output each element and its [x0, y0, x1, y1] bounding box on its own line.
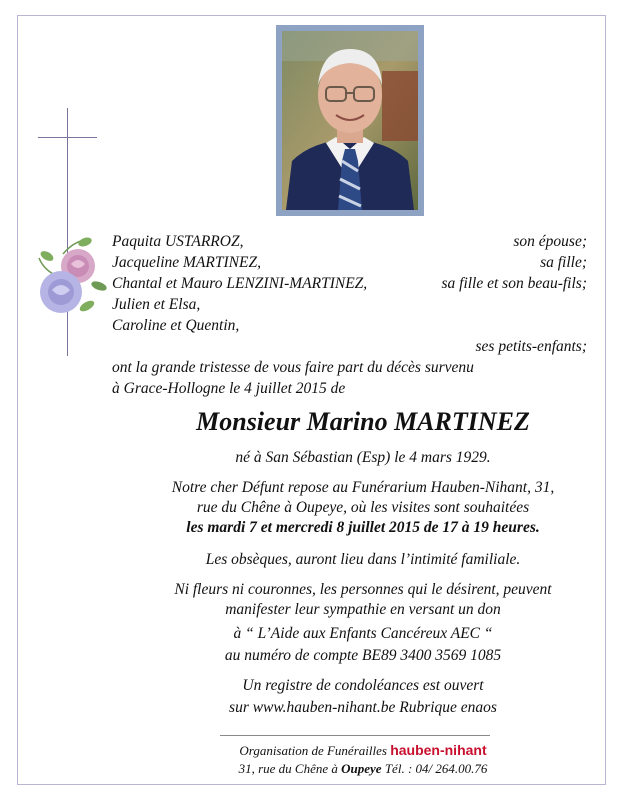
family-name-4: Julien et Elsa,	[112, 296, 201, 313]
donation-line-4: au numéro de compte BE89 3400 3569 1085	[224, 647, 502, 664]
visit-dates: les mardi 7 et mercredi 8 juillet 2015 de 17 à 19 heures.	[186, 519, 540, 536]
portrait-image	[282, 31, 418, 210]
donation-line-1: Ni fleurs ni couronnes, les personnes qui le désirent, peuvent	[174, 581, 552, 598]
footer-divider	[220, 735, 490, 736]
family-relation-1: son épouse;	[513, 233, 587, 250]
funeral-line: Les obsèques, auront lieu dans l’intimité familiale.	[205, 551, 521, 568]
register-line-2: sur www.hauben-nihant.be Rubrique enaos	[229, 699, 497, 716]
visit-line-1: Notre cher Défunt repose au Funérarium Hauben-Nihant, 31,	[171, 479, 555, 496]
donation-line-2: manifester leur sympathie en versant un don	[225, 601, 501, 618]
visit-line-2: rue du Chêne à Oupeye, où les visites sont souhaitées	[196, 499, 530, 516]
donation-line-3: à “ L’Aide aux Enfants Cancéreux AEC “	[233, 625, 493, 642]
deceased-name: Monsieur Marino MARTINEZ	[196, 407, 530, 436]
family-name-3: Chantal et Mauro LENZINI-MARTINEZ,	[112, 275, 368, 292]
footer-phone: Tél. : 04/ 264.00.76	[381, 761, 488, 776]
register-line-1: Un registre de condoléances est ouvert	[242, 677, 484, 694]
footer-address	[80, 760, 622, 777]
announcement-line-1: ont la grande tristesse de vous faire part du décès survenu	[112, 359, 474, 376]
family-relation-6: ses petits-enfants;	[475, 338, 587, 355]
family-name-2: Jacqueline MARTINEZ,	[112, 254, 261, 271]
footer-address-prefix: 31, rue du Chêne à	[238, 761, 342, 776]
rose-flower-icon	[33, 234, 111, 320]
portrait-photo	[276, 25, 424, 216]
family-relation-2: sa fille;	[540, 254, 587, 271]
family-relation-3: sa fille et son beau-fils;	[441, 275, 587, 292]
footer-brand: hauben-nihant	[390, 742, 487, 758]
announcement-line-2: à Grace-Hollogne le 4 juillet 2015 de	[112, 380, 346, 397]
footer-org-prefix: Organisation de Funérailles	[239, 743, 391, 758]
footer-organisation	[80, 742, 622, 759]
birth-line: né à San Sébastian (Esp) le 4 mars 1929.	[235, 449, 491, 466]
family-name-5: Caroline et Quentin,	[112, 317, 240, 334]
family-name-1: Paquita USTARROZ,	[112, 233, 244, 250]
cross-horizontal-bar	[38, 137, 97, 138]
footer-town: Oupeye	[341, 761, 382, 776]
